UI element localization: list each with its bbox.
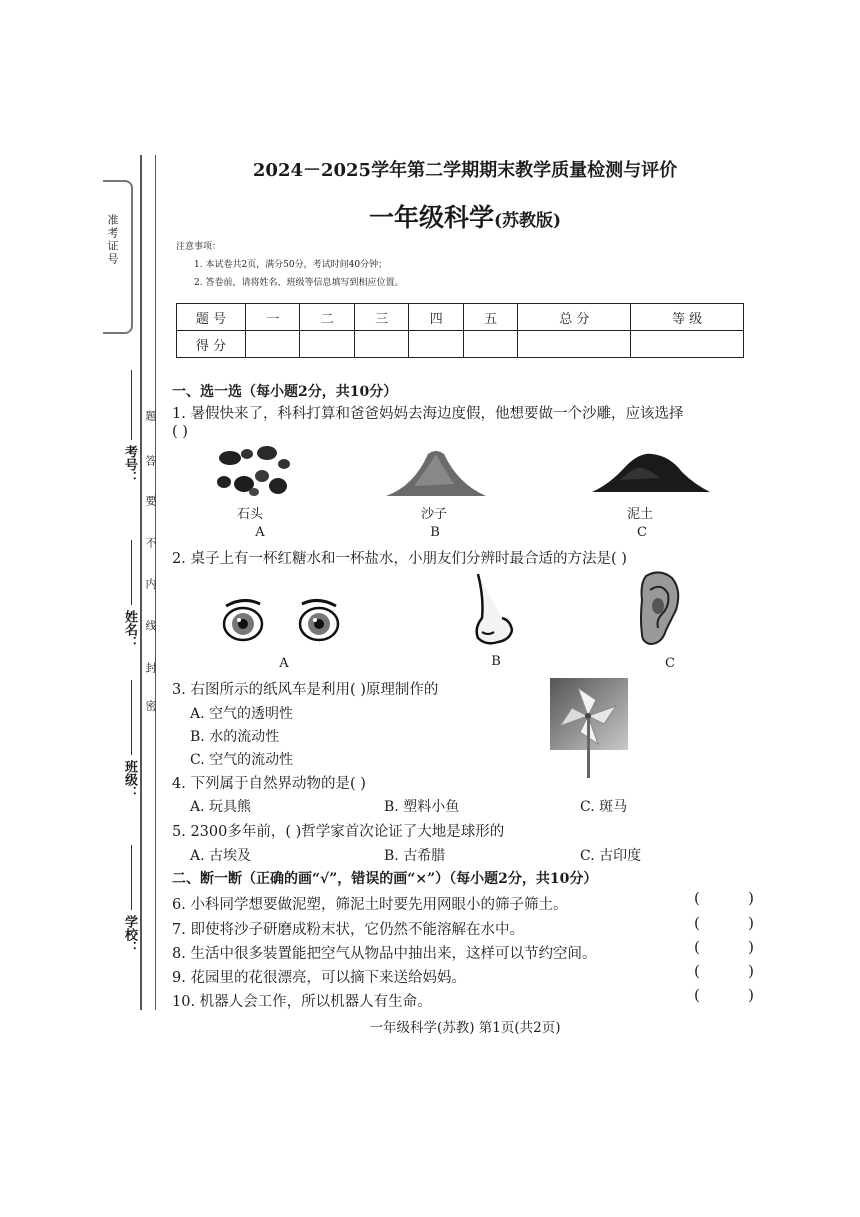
eyes-image: [218, 596, 344, 648]
score-input-cell[interactable]: [300, 331, 354, 358]
paren-right: ): [748, 889, 754, 907]
paren-left: (: [694, 938, 700, 956]
score-cell: 三: [354, 304, 408, 331]
seal-char: 题: [144, 410, 157, 423]
question-4: 4. 下列属于自然界动物的是( ): [172, 776, 366, 792]
paren-right: ): [748, 938, 754, 956]
score-cell: 题 号: [177, 304, 246, 331]
score-cell: 一: [246, 304, 300, 331]
side-blank-name: [131, 540, 132, 605]
q4-option[interactable]: B. 塑料小鱼: [384, 799, 460, 815]
score-cell: 得 分: [177, 331, 246, 358]
paren-left: (: [694, 889, 700, 907]
q1-option-letter[interactable]: A: [255, 525, 265, 540]
score-input-cell[interactable]: [631, 331, 744, 358]
score-cell: 四: [409, 304, 463, 331]
q1-option-letter[interactable]: C: [637, 525, 647, 540]
q4-option[interactable]: A. 玩具熊: [190, 799, 252, 815]
notes-heading: 注意事项：: [176, 242, 222, 252]
judge-item: 7. 即使将沙子研磨成粉末状，它仍然不能溶解在水中。: [172, 922, 524, 938]
seal-char: 不: [144, 537, 157, 550]
q3-option[interactable]: B. 水的流动性: [190, 729, 280, 745]
judge-answer-paren[interactable]: [694, 962, 754, 980]
page-footer: 一年级科学(苏教) 第1页(共2页): [369, 1020, 561, 1036]
seal-char: 密: [144, 700, 157, 713]
notes-item: 1. 本试卷共2页，满分50分，考试时间40分钟；: [194, 260, 388, 270]
nose-image: [468, 572, 516, 648]
score-input-cell[interactable]: [463, 331, 517, 358]
soil-image: [590, 444, 712, 496]
score-input-cell[interactable]: [518, 331, 631, 358]
seal-char: 内: [144, 578, 157, 591]
exam-title: 2024－2025学年第二学期期末教学质量检测与评价: [252, 160, 678, 181]
q1-option-name: 沙子: [420, 507, 447, 522]
ear-image: [636, 570, 682, 648]
side-label-school: 学校：: [122, 915, 137, 954]
q4-option[interactable]: C. 斑马: [580, 799, 628, 815]
score-table-score-row: [177, 331, 744, 358]
exam-number-box-label: 准考证号: [106, 214, 119, 266]
paren-left: (: [694, 962, 700, 980]
edition-label: (苏教版): [493, 211, 562, 231]
q1-option-name: 石头: [236, 507, 263, 522]
seal-char: 封: [144, 662, 157, 675]
score-input-cell[interactable]: [246, 331, 300, 358]
score-cell: 二: [300, 304, 354, 331]
section2-heading: 二、断一断（正确的画“√”，错误的画“×”）（每小题2分，共10分）: [172, 871, 598, 887]
judge-item: 10. 机器人会工作，所以机器人有生命。: [172, 994, 432, 1010]
judge-item: 8. 生活中很多装置能把空气从物品中抽出来，这样可以节约空间。: [172, 946, 597, 962]
side-label-class: 班级：: [122, 760, 137, 799]
question-1: 1. 暑假快来了，科科打算和爸爸妈妈去海边度假，他想要做一个沙雕，应该选择: [172, 406, 684, 422]
exam-subtitle: [170, 198, 760, 234]
score-cell: 总 分: [518, 304, 631, 331]
section1-heading: 一、选一选（每小题2分，共10分）: [172, 384, 398, 400]
side-blank-exam-no: [131, 370, 132, 440]
side-blank-class: [131, 680, 132, 755]
q1-option-letter[interactable]: B: [430, 525, 440, 540]
q2-option-letter[interactable]: C: [665, 656, 675, 671]
paren-right: ): [748, 962, 754, 980]
seal-char: 线: [144, 620, 157, 633]
q2-option-letter[interactable]: B: [491, 654, 501, 669]
notes-block: [176, 238, 403, 292]
question-2: 2. 桌子上有一杯红糖水和一杯盐水，小朋友们分辨时最合适的方法是( ): [172, 551, 627, 567]
q1-option-name: 泥土: [626, 507, 653, 522]
score-table-header-row: [177, 304, 744, 331]
question-3: 3. 右图所示的纸风车是利用( )原理制作的: [172, 682, 439, 698]
judge-answer-paren[interactable]: [694, 938, 754, 956]
score-cell: 五: [463, 304, 517, 331]
side-label-name: 姓名：: [122, 610, 137, 649]
q2-option-letter[interactable]: A: [279, 656, 289, 671]
notes-item: 2. 答卷前，请将姓名、班级等信息填写到相应位置。: [194, 278, 404, 288]
paren-right: ): [748, 914, 754, 932]
q3-option[interactable]: A. 空气的透明性: [190, 706, 294, 722]
question-5: 5. 2300多年前，( )哲学家首次论证了大地是球形的: [172, 824, 505, 840]
q5-option[interactable]: A. 古埃及: [190, 848, 252, 864]
judge-item: 9. 花园里的花很漂亮，可以摘下来送给妈妈。: [172, 970, 466, 986]
sand-image: [384, 446, 488, 498]
paren-left: (: [694, 986, 700, 1004]
judge-answer-paren[interactable]: [694, 986, 754, 1004]
score-input-cell[interactable]: [409, 331, 463, 358]
side-blank-school: [131, 845, 132, 910]
judge-answer-paren[interactable]: [694, 914, 754, 932]
score-table: [176, 303, 744, 358]
seal-char: 要: [144, 495, 157, 508]
judge-item: 6. 小科同学想要做泥塑，筛泥土时要先用网眼小的筛子筛土。: [172, 897, 568, 913]
stones-image: [212, 444, 292, 500]
judge-answer-paren[interactable]: [694, 889, 754, 907]
q5-option[interactable]: B. 古希腊: [384, 848, 446, 864]
q5-option[interactable]: C. 古印度: [580, 848, 642, 864]
pinwheel-image: [550, 678, 628, 780]
side-label-exam-no: 考号：: [122, 445, 137, 484]
paren-right: ): [748, 986, 754, 1004]
paren-left: (: [694, 914, 700, 932]
seal-char: 答: [144, 455, 157, 468]
score-input-cell[interactable]: [354, 331, 408, 358]
question-1-paren[interactable]: ( ): [172, 424, 188, 440]
q3-option[interactable]: C. 空气的流动性: [190, 752, 294, 768]
subject-title: 一年级科学: [368, 203, 494, 232]
score-cell: 等 级: [631, 304, 744, 331]
